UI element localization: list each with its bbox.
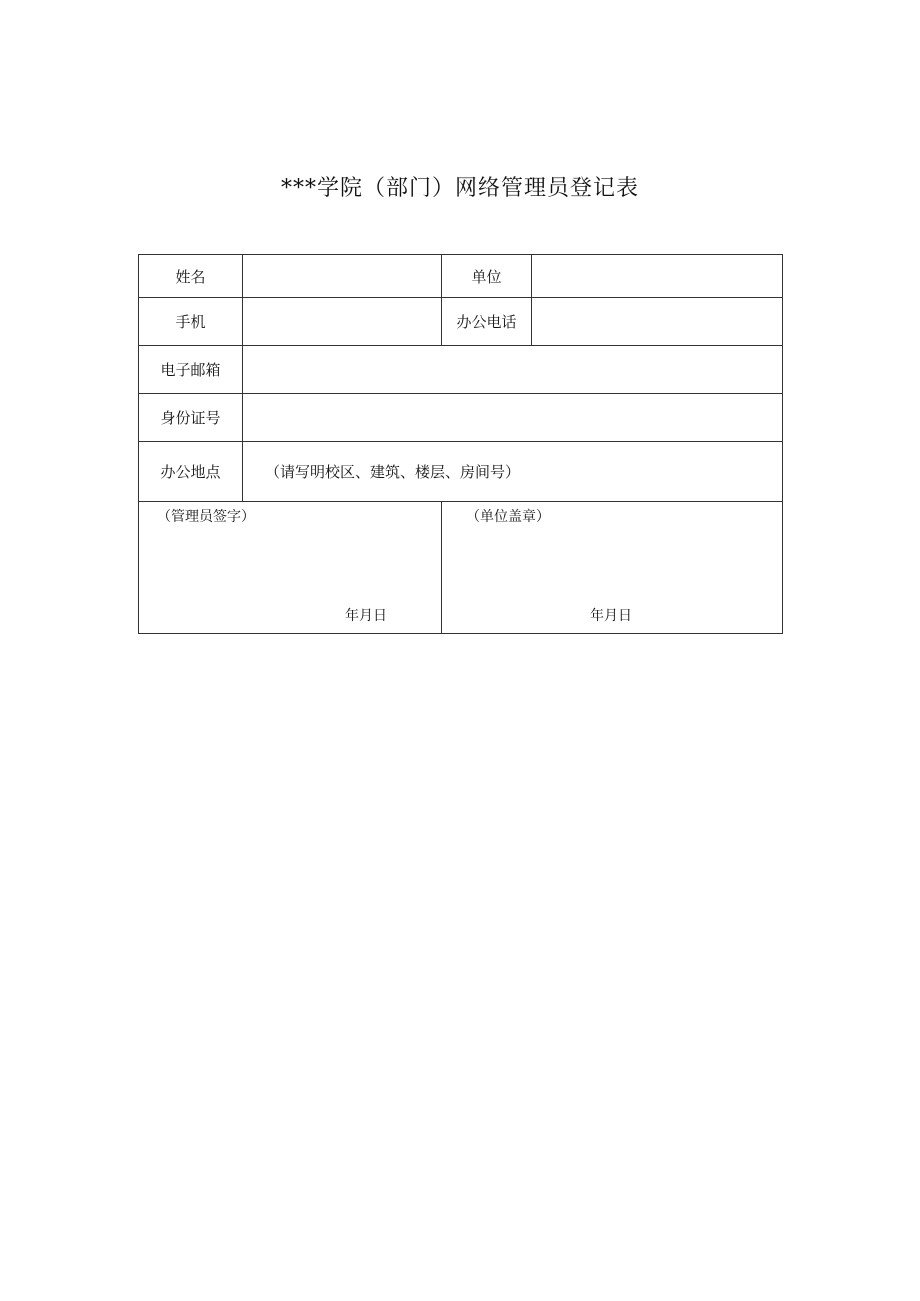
admin-signature-box[interactable] [139,502,442,634]
row-email [139,346,783,394]
email-label: 电子邮箱 [139,346,243,394]
unit-seal-box[interactable] [442,502,783,634]
id-number-label: 身份证号 [139,394,243,442]
row-signatures [139,502,783,634]
unit-seal-date: 年月日 [590,608,632,624]
admin-signature-caption: （管理员签字） [157,509,255,525]
unit-label: 单位 [442,255,532,298]
admin-signature-date: 年月日 [345,608,387,624]
row-mobile-office-phone [139,298,783,346]
unit-field[interactable] [532,255,783,298]
name-field[interactable] [243,255,442,298]
office-location-field[interactable]: （请写明校区、建筑、楼层、房间号） [243,442,783,502]
form-title: ***学院（部门）网络管理员登记表 [280,176,639,201]
office-phone-label: 办公电话 [442,298,532,346]
mobile-label: 手机 [139,298,243,346]
row-office-location [139,442,783,502]
email-field[interactable] [243,346,783,394]
row-id-number [139,394,783,442]
unit-seal-caption: （单位盖章） [466,509,550,525]
office-location-label: 办公地点 [139,442,243,502]
name-label: 姓名 [139,255,243,298]
office-phone-field[interactable] [532,298,783,346]
row-name-unit [139,255,783,298]
registration-form-table [138,254,783,634]
id-number-field[interactable] [243,394,783,442]
mobile-field[interactable] [243,298,442,346]
